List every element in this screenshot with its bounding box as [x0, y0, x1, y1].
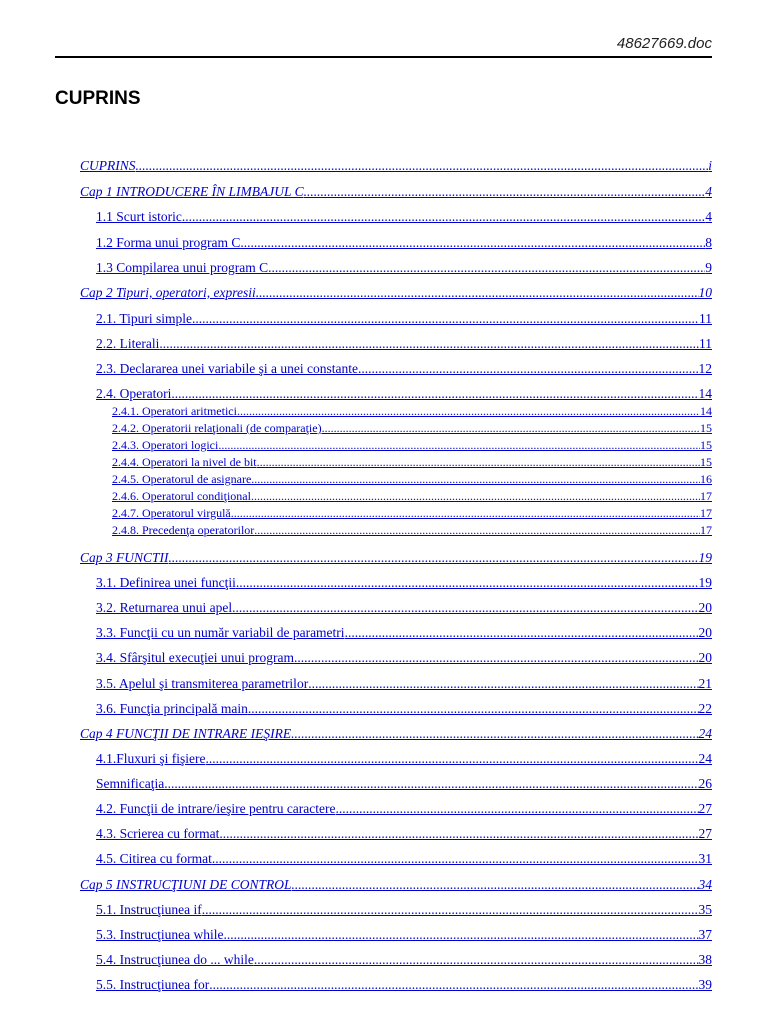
toc-entry[interactable]	[96, 776, 712, 792]
toc-entry-label: 2.4.2. Operatorii relaţionali (de comparaţie)	[112, 421, 322, 435]
toc-entry-page-number: 20	[698, 650, 712, 665]
toc-dot-leader	[268, 260, 705, 276]
toc-entry[interactable]	[96, 600, 712, 616]
toc-entry-label: 4.2. Funcţii de intrare/ieşire pentru caractere	[96, 801, 336, 816]
toc-entry-label: Semnificaţia	[96, 776, 165, 791]
toc-entry-label: 4.3. Scrierea cu format	[96, 826, 220, 841]
toc-entry-page-number: 4	[705, 184, 712, 199]
toc-entry-label: 2.4.3. Operatori logici	[112, 438, 219, 452]
toc-entry-page-number: 27	[698, 826, 712, 841]
toc-entry-label: 2.3. Declararea unei variabile şi a unei constante	[96, 361, 359, 376]
toc-dot-leader	[231, 506, 700, 521]
toc-entry-label: 1.3 Compilarea unui program C	[96, 260, 269, 275]
page-title: CUPRINS	[55, 88, 141, 109]
toc-entry[interactable]	[96, 977, 712, 993]
toc-entry-page-number: 15	[700, 421, 712, 435]
toc-entry[interactable]	[96, 927, 712, 943]
toc-dot-leader	[219, 826, 698, 842]
toc-entry[interactable]	[112, 523, 712, 538]
toc-entry-page-number: 14	[698, 386, 712, 401]
toc-dot-leader	[336, 801, 699, 817]
toc-entry-label: 5.3. Instrucţiunea while	[96, 927, 224, 942]
toc-entry[interactable]	[96, 235, 712, 251]
toc-entry[interactable]	[96, 336, 712, 352]
toc-entry[interactable]	[112, 404, 712, 419]
toc-entry-page-number: 34	[698, 877, 712, 892]
toc-entry-page-number: 37	[698, 927, 712, 942]
toc-entry-page-number: 39	[698, 977, 712, 992]
toc-dot-leader	[322, 421, 700, 436]
toc-dot-leader	[292, 877, 699, 893]
toc-entry-page-number: 11	[699, 336, 712, 351]
toc-dot-leader	[212, 851, 699, 867]
toc-dot-leader	[171, 386, 698, 402]
toc-entry-page-number: 17	[700, 489, 712, 503]
toc-entry-label: 5.5. Instrucţiunea for	[96, 977, 210, 992]
toc-entry-page-number: 22	[698, 701, 712, 716]
toc-dot-leader	[256, 285, 699, 301]
toc-entry[interactable]	[112, 472, 712, 487]
toc-entry[interactable]	[96, 801, 712, 817]
toc-entry-label: 3.3. Funcţii cu un număr variabil de parametri	[96, 625, 345, 640]
toc-dot-leader	[237, 404, 700, 419]
toc-entry-label: 2.4.6. Operatorul condiţional	[112, 489, 251, 503]
toc-dot-leader	[251, 472, 700, 487]
toc-entry-label: 2.1. Tipuri simple	[96, 311, 193, 326]
toc-entry-page-number: 21	[698, 676, 712, 691]
toc-dot-leader	[254, 523, 700, 538]
toc-entry-page-number: 19	[698, 550, 712, 565]
toc-entry[interactable]	[112, 489, 712, 504]
toc-entry-label: 2.4.7. Operatorul virgulă	[112, 506, 231, 520]
toc-entry-page-number: 4	[705, 209, 712, 224]
toc-dot-leader	[159, 336, 699, 352]
toc-entry-page-number: 15	[700, 438, 712, 452]
toc-entry-label: Cap 1 INTRODUCERE ÎN LIMBAJUL C	[80, 184, 304, 199]
toc-entry-page-number: 31	[698, 851, 712, 866]
toc-entry[interactable]	[112, 438, 712, 453]
toc-entry-label: 4.1.Fluxuri şi fişiere	[96, 751, 206, 766]
toc-entry-page-number: 20	[698, 625, 712, 640]
toc-entry-label: 2.4.4. Operatori la nivel de bit	[112, 455, 257, 469]
toc-dot-leader	[209, 977, 698, 993]
toc-entry[interactable]	[80, 285, 712, 301]
toc-dot-leader	[257, 455, 700, 470]
toc-entry-page-number: 26	[698, 776, 712, 791]
toc-entry[interactable]	[96, 676, 712, 692]
toc-entry-label: 3.2. Returnarea unui apel	[96, 600, 233, 615]
toc-entry[interactable]	[80, 550, 712, 566]
toc-entry-page-number: 20	[698, 600, 712, 615]
toc-dot-leader	[223, 927, 698, 943]
toc-entry[interactable]	[96, 826, 712, 842]
toc-dot-leader	[202, 902, 699, 918]
toc-entry-label: 3.4. Sfârşitul execuţiei unui program	[96, 650, 294, 665]
toc-entry-page-number: 16	[700, 472, 712, 486]
toc-dot-leader	[291, 726, 698, 742]
toc-entry[interactable]	[96, 361, 712, 377]
toc-dot-leader	[218, 438, 700, 453]
toc-entry[interactable]	[96, 625, 712, 641]
toc-dot-leader	[254, 952, 699, 968]
toc-entry-page-number: 17	[700, 523, 712, 537]
toc-entry-page-number: 11	[699, 311, 712, 326]
toc-entry[interactable]	[112, 421, 712, 436]
toc-entry-label: Cap 3 FUNCTII	[80, 550, 169, 565]
toc-entry[interactable]	[96, 952, 712, 968]
toc-dot-leader	[294, 650, 699, 666]
toc-entry-page-number: i	[708, 158, 712, 173]
toc-entry[interactable]	[96, 311, 712, 327]
toc-entry-page-number: 12	[698, 361, 712, 376]
toc-dot-leader	[164, 776, 698, 792]
toc-entry-label: 3.5. Apelul şi transmiterea parametrilor	[96, 676, 309, 691]
toc-dot-leader	[248, 701, 699, 717]
toc-dot-leader	[206, 751, 699, 767]
toc-dot-leader	[358, 361, 698, 377]
toc-entry[interactable]	[80, 877, 712, 893]
toc-entry[interactable]	[80, 184, 712, 200]
toc-entry[interactable]	[96, 902, 712, 918]
toc-entry-label: 1.1 Scurt istoric	[96, 209, 182, 224]
toc-dot-leader	[345, 625, 699, 641]
toc-entry-page-number: 24	[698, 726, 712, 741]
toc-entry[interactable]	[96, 751, 712, 767]
toc-entry-page-number: 17	[700, 506, 712, 520]
toc-entry[interactable]	[96, 260, 712, 276]
toc-entry-label: 3.6. Funcţia principală main	[96, 701, 248, 716]
toc-entry-label: 2.4. Operatori	[96, 386, 172, 401]
toc-entry[interactable]	[96, 851, 712, 867]
toc-entry[interactable]	[112, 506, 712, 521]
toc-entry-page-number: 15	[700, 455, 712, 469]
toc-entry-label: 3.1. Definirea unei funcţii	[96, 575, 236, 590]
toc-entry-label: 2.4.5. Operatorul de asignare	[112, 472, 252, 486]
toc-entry-label: 2.4.1. Operatori aritmetici	[112, 404, 237, 418]
toc-entry-label: CUPRINS	[80, 158, 136, 173]
toc-entry[interactable]	[112, 455, 712, 470]
toc-entry-page-number: 14	[700, 404, 712, 418]
toc-entry-label: 5.4. Instrucţiunea do ... while	[96, 952, 254, 967]
toc-entry-label: 4.5. Citirea cu format	[96, 851, 212, 866]
toc-entry[interactable]	[80, 726, 712, 742]
toc-dot-leader	[232, 600, 698, 616]
toc-entry-page-number: 8	[705, 235, 712, 250]
toc-entry-label: Cap 4 FUNCŢII DE INTRARE IEŞIRE	[80, 726, 292, 741]
toc-dot-leader	[308, 676, 698, 692]
toc-dot-leader	[192, 311, 699, 327]
toc-entry-page-number: 9	[705, 260, 712, 275]
toc-dot-leader	[304, 184, 706, 200]
toc-dot-leader	[136, 158, 709, 174]
toc-entry[interactable]	[96, 386, 712, 402]
toc-entry-page-number: 27	[698, 801, 712, 816]
document-filename: 48627669.doc	[616, 35, 712, 52]
toc-entry-page-number: 19	[698, 575, 712, 590]
toc-entry-page-number: 24	[698, 751, 712, 766]
toc-dot-leader	[169, 550, 699, 566]
toc-entry-page-number: 38	[698, 952, 712, 967]
toc-entry-label: 1.2 Forma unui program C	[96, 235, 241, 250]
toc-entry-label: 2.4.8. Precedenţa operatorilor	[112, 523, 255, 537]
toc-entry[interactable]	[96, 650, 712, 666]
toc-dot-leader	[251, 489, 700, 504]
toc-entry-page-number: 10	[698, 285, 712, 300]
toc-dot-leader	[236, 575, 699, 591]
toc-entry-label: Cap 2 Tipuri, operatori, expresii	[80, 285, 256, 300]
toc-entry-page-number: 35	[698, 902, 712, 917]
toc-dot-leader	[182, 209, 705, 225]
toc-entry[interactable]	[96, 575, 712, 591]
toc-dot-leader	[240, 235, 705, 251]
toc-entry[interactable]	[96, 701, 712, 717]
toc-entry-label: Cap 5 INSTRUCŢIUNI DE CONTROL	[80, 877, 292, 892]
toc-entry[interactable]	[96, 209, 712, 225]
toc-entry-label: 2.2. Literali	[96, 336, 160, 351]
toc-entry-label: 5.1. Instrucţiunea if	[96, 902, 202, 917]
toc-entry[interactable]	[80, 158, 712, 174]
